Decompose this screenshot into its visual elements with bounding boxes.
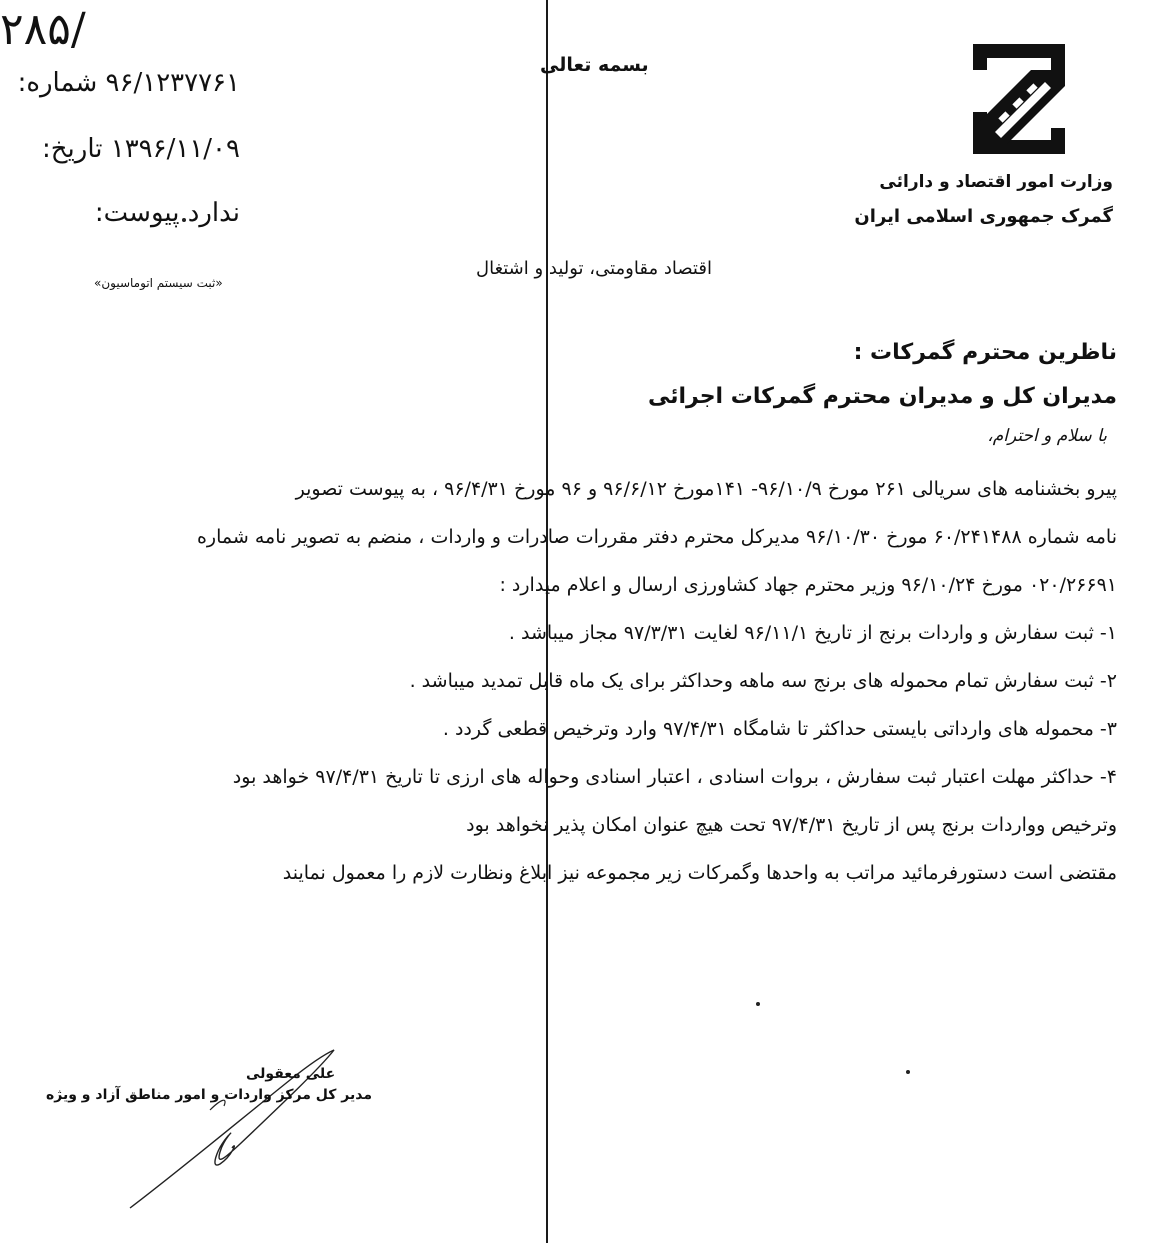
attachment-row [81, 198, 240, 228]
basmala: بسمه تعالی [540, 54, 649, 76]
body-line: ۴- حداکثر مهلت اعتبار ثبت سفارش ، بروات اسنادی ، اعتبار اسنادی وحواله های ارزی تا تاریخ ۹۷/۴/۳۱ خواهد بود [232, 766, 1117, 788]
date-value: ۱۳۹۶/۱۱/۰۹ [110, 134, 240, 164]
org-line-customs: گمرک جمهوری اسلامی ایران [854, 206, 1113, 227]
body-line: وترخیص وواردات برنج پس از تاریخ ۹۷/۴/۳۱ تحت هیچ عنوان امکان پذیر نخواهد بود [466, 814, 1117, 836]
signatory-title: مدیر کل مرکز واردات و امور مناطق آزاد و ویژه [46, 1087, 372, 1103]
attachment-label: پیوست: [94, 198, 180, 228]
stray-mark [756, 1002, 760, 1006]
greeting: با سلام و احترام، [987, 426, 1107, 446]
body-line: ۱- ثبت سفارش و واردات برنج از تاریخ ۹۶/۱۱/۱ لغایت ۹۷/۳/۳۱ مجاز میباشد . [508, 622, 1117, 644]
stray-mark [182, 218, 186, 222]
date-label: تاریخ: [41, 134, 103, 164]
body-line: مقتضی است دستورفرمائید مراتب به واحدها وگمرکات زیر مجموعه نیز ابلاغ ونظارت لازم را معمول نمایند [282, 862, 1117, 884]
customs-logo-icon [955, 36, 1083, 162]
number-value: ۹۶/۱۲۳۷۷۶۱ [105, 68, 240, 98]
stray-mark [906, 1070, 910, 1074]
signatory-name: علی معقولی [246, 1066, 336, 1082]
body-line: نامه شماره ۶۰/۲۴۱۴۸۸ مورخ ۹۶/۱۰/۳۰ مدیرکل محترم دفتر مقررات صادرات و واردات ، منضم به تصویر نامه شماره [196, 526, 1117, 548]
body-line: ۲- ثبت سفارش تمام محموله های برنج سه ماهه وحداکثر برای یک ماه قابل تمدید میباشد . [409, 670, 1117, 692]
body-line: ۰۲۰/۲۶۶۹۱ مورخ ۹۶/۱۰/۲۴ وزیر محترم جهاد کشاورزی ارسال و اعلام میدارد : [499, 574, 1117, 596]
body-line: ۳- محموله های وارداتی بایستی حداکثر تا شامگاه ۹۷/۴/۳۱ وارد وترخیص قطعی گردد . [442, 718, 1117, 740]
slogan: اقتصاد مقاومتی، تولید و اشتغال [476, 258, 712, 279]
body-line: پیرو بخشنامه های سریالی ۲۶۱ مورخ ۹۶/۱۰/۹- ۱۴۱مورخ ۹۶/۶/۱۲ و ۹۶ مورخ ۹۶/۴/۳۱ ، به پیوست تصویر [295, 478, 1117, 500]
attachment-value: ندارد [187, 198, 240, 228]
number-label: شماره: [17, 68, 98, 98]
recipient-line-2: مدیران کل و مدیران محترم گمرکات اجرائی [647, 384, 1117, 409]
handwritten-number: ۲۸۵/ [0, 4, 86, 55]
automation-note: «ثبت سیستم اتوماسیون» [94, 276, 223, 290]
date-row [28, 134, 240, 164]
number-row [4, 68, 240, 98]
recipient-line-1: ناظرین محترم گمرکات : [853, 340, 1117, 365]
org-line-ministry: وزارت امور اقتصاد و دارائی [879, 172, 1113, 192]
